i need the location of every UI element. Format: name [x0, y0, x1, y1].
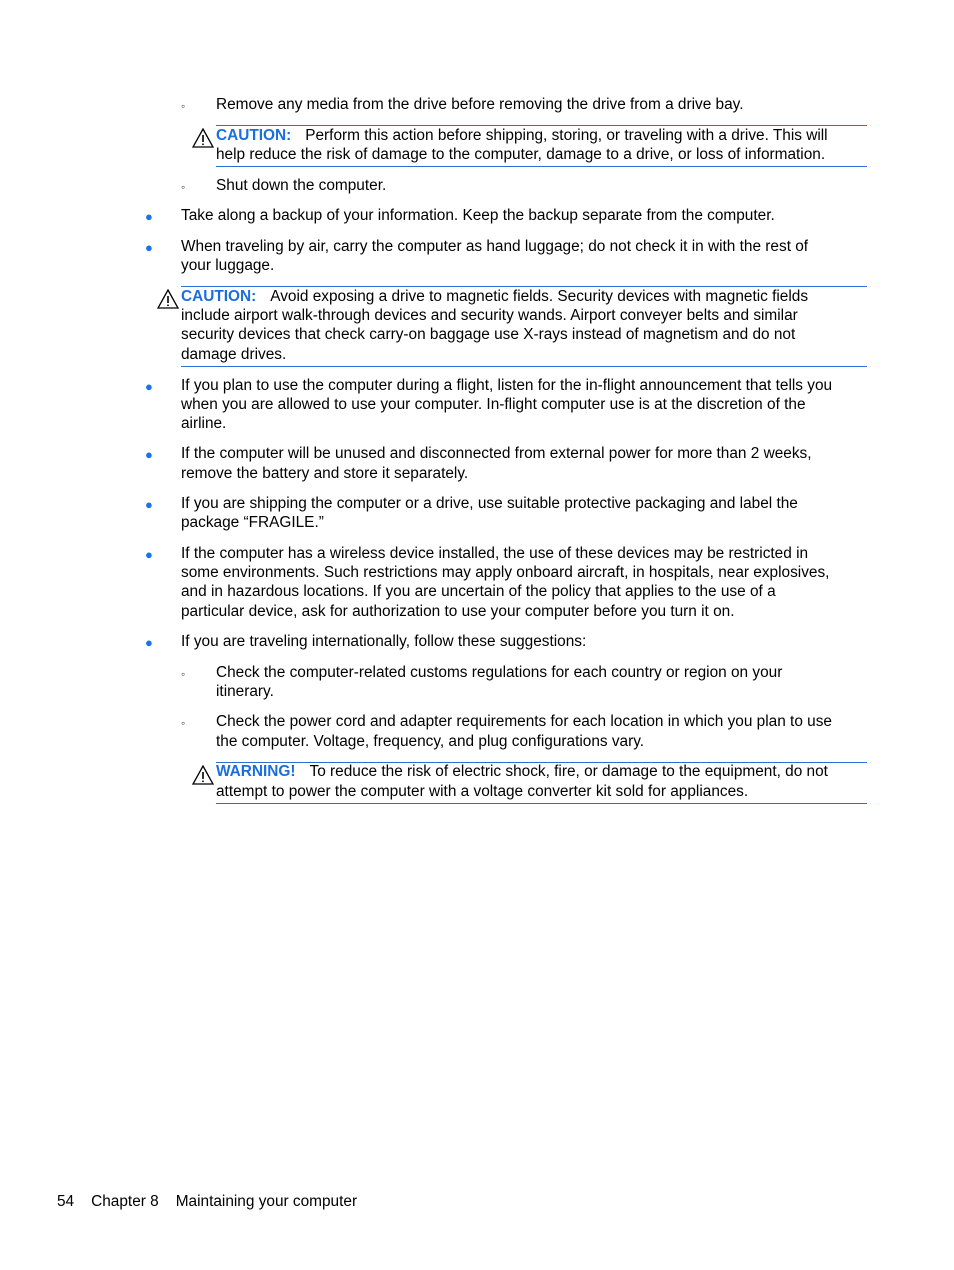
page-footer [57, 1192, 374, 1212]
list-item: Remove any media from the drive before removing the drive from a drive bay. [216, 96, 744, 113]
list-item: Shut down the computer. [216, 177, 387, 194]
bullet-icon: ● [145, 447, 153, 462]
caution-text: damage drives. [181, 346, 287, 363]
warning-text: To reduce the risk of electric shock, fire, or damage to the equipment, do not [309, 763, 828, 780]
list-item: your luggage. [181, 257, 275, 274]
caution-text: help reduce the risk of damage to the computer, damage to a drive, or loss of information. [216, 146, 826, 163]
caution-line [216, 126, 828, 146]
sub-bullet-icon: ◦ [181, 180, 186, 194]
bullet-icon: ● [145, 379, 153, 394]
list-item: when you are allowed to use your computer. In-flight computer use is at the discretion of the [181, 396, 806, 413]
list-item: Check the computer-related customs regulations for each country or region on your [216, 664, 783, 681]
list-item: If you are traveling internationally, follow these suggestions: [181, 633, 587, 650]
warning-triangle-icon [157, 289, 179, 309]
warning-text: attempt to power the computer with a voltage converter kit sold for appliances. [216, 783, 749, 800]
list-item: package “FRAGILE.” [181, 514, 324, 531]
bullet-icon: ● [145, 240, 153, 255]
list-item: itinerary. [216, 683, 274, 700]
sub-bullet-icon: ◦ [181, 716, 186, 730]
bullet-icon: ● [145, 547, 153, 562]
list-item: When traveling by air, carry the computer as hand luggage; do not check it in with the rest of [181, 238, 809, 255]
list-item: and in hazardous locations. If you are uncertain of the policy that applies to the use of a [181, 583, 776, 600]
bullet-icon: ● [145, 497, 153, 512]
list-item: If the computer will be unused and disconnected from external power for more than 2 weeks, [181, 445, 812, 462]
list-item: particular device, ask for authorization to use your computer before you turn it on. [181, 603, 735, 620]
list-item: Check the power cord and adapter requirements for each location in which you plan to use [216, 713, 832, 730]
chapter-number: Chapter 8 [91, 1193, 159, 1210]
list-item: airline. [181, 415, 227, 432]
caution-text: security devices that check carry-on baggage use X-rays instead of magnetism and do not [181, 326, 796, 343]
caution-label: CAUTION: [216, 127, 292, 144]
warning-triangle-icon [192, 765, 214, 785]
caution-text: Perform this action before shipping, storing, or traveling with a drive. This will [305, 127, 828, 144]
caution-text: Avoid exposing a drive to magnetic fields. Security devices with magnetic fields [270, 288, 809, 305]
list-item: remove the battery and store it separately. [181, 465, 469, 482]
warning-label: WARNING! [216, 763, 296, 780]
sub-bullet-icon: ◦ [181, 667, 186, 681]
list-item: If the computer has a wireless device installed, the use of these devices may be restricted in [181, 545, 809, 562]
list-item: If you are shipping the computer or a drive, use suitable protective packaging and label the [181, 495, 798, 512]
list-item: the computer. Voltage, frequency, and plug configurations vary. [216, 733, 645, 750]
bullet-icon: ● [145, 635, 153, 650]
warning-line [216, 762, 828, 782]
bullet-icon: ● [145, 209, 153, 224]
warning-triangle-icon [192, 128, 214, 148]
page-number: 54 [57, 1193, 75, 1210]
sub-bullet-icon: ◦ [181, 99, 186, 113]
list-item: Take along a backup of your information. Keep the backup separate from the computer. [181, 207, 775, 224]
caution-label: CAUTION: [181, 288, 257, 305]
caution-text: include airport walk-through devices and security wands. Airport conveyer belts and similar [181, 307, 798, 324]
list-item: some environments. Such restrictions may apply onboard aircraft, in hospitals, near explosives, [181, 564, 830, 581]
list-item: If you plan to use the computer during a flight, listen for the in-flight announcement that tells you [181, 377, 833, 394]
chapter-title: Maintaining your computer [175, 1193, 358, 1210]
caution-line [181, 287, 808, 307]
